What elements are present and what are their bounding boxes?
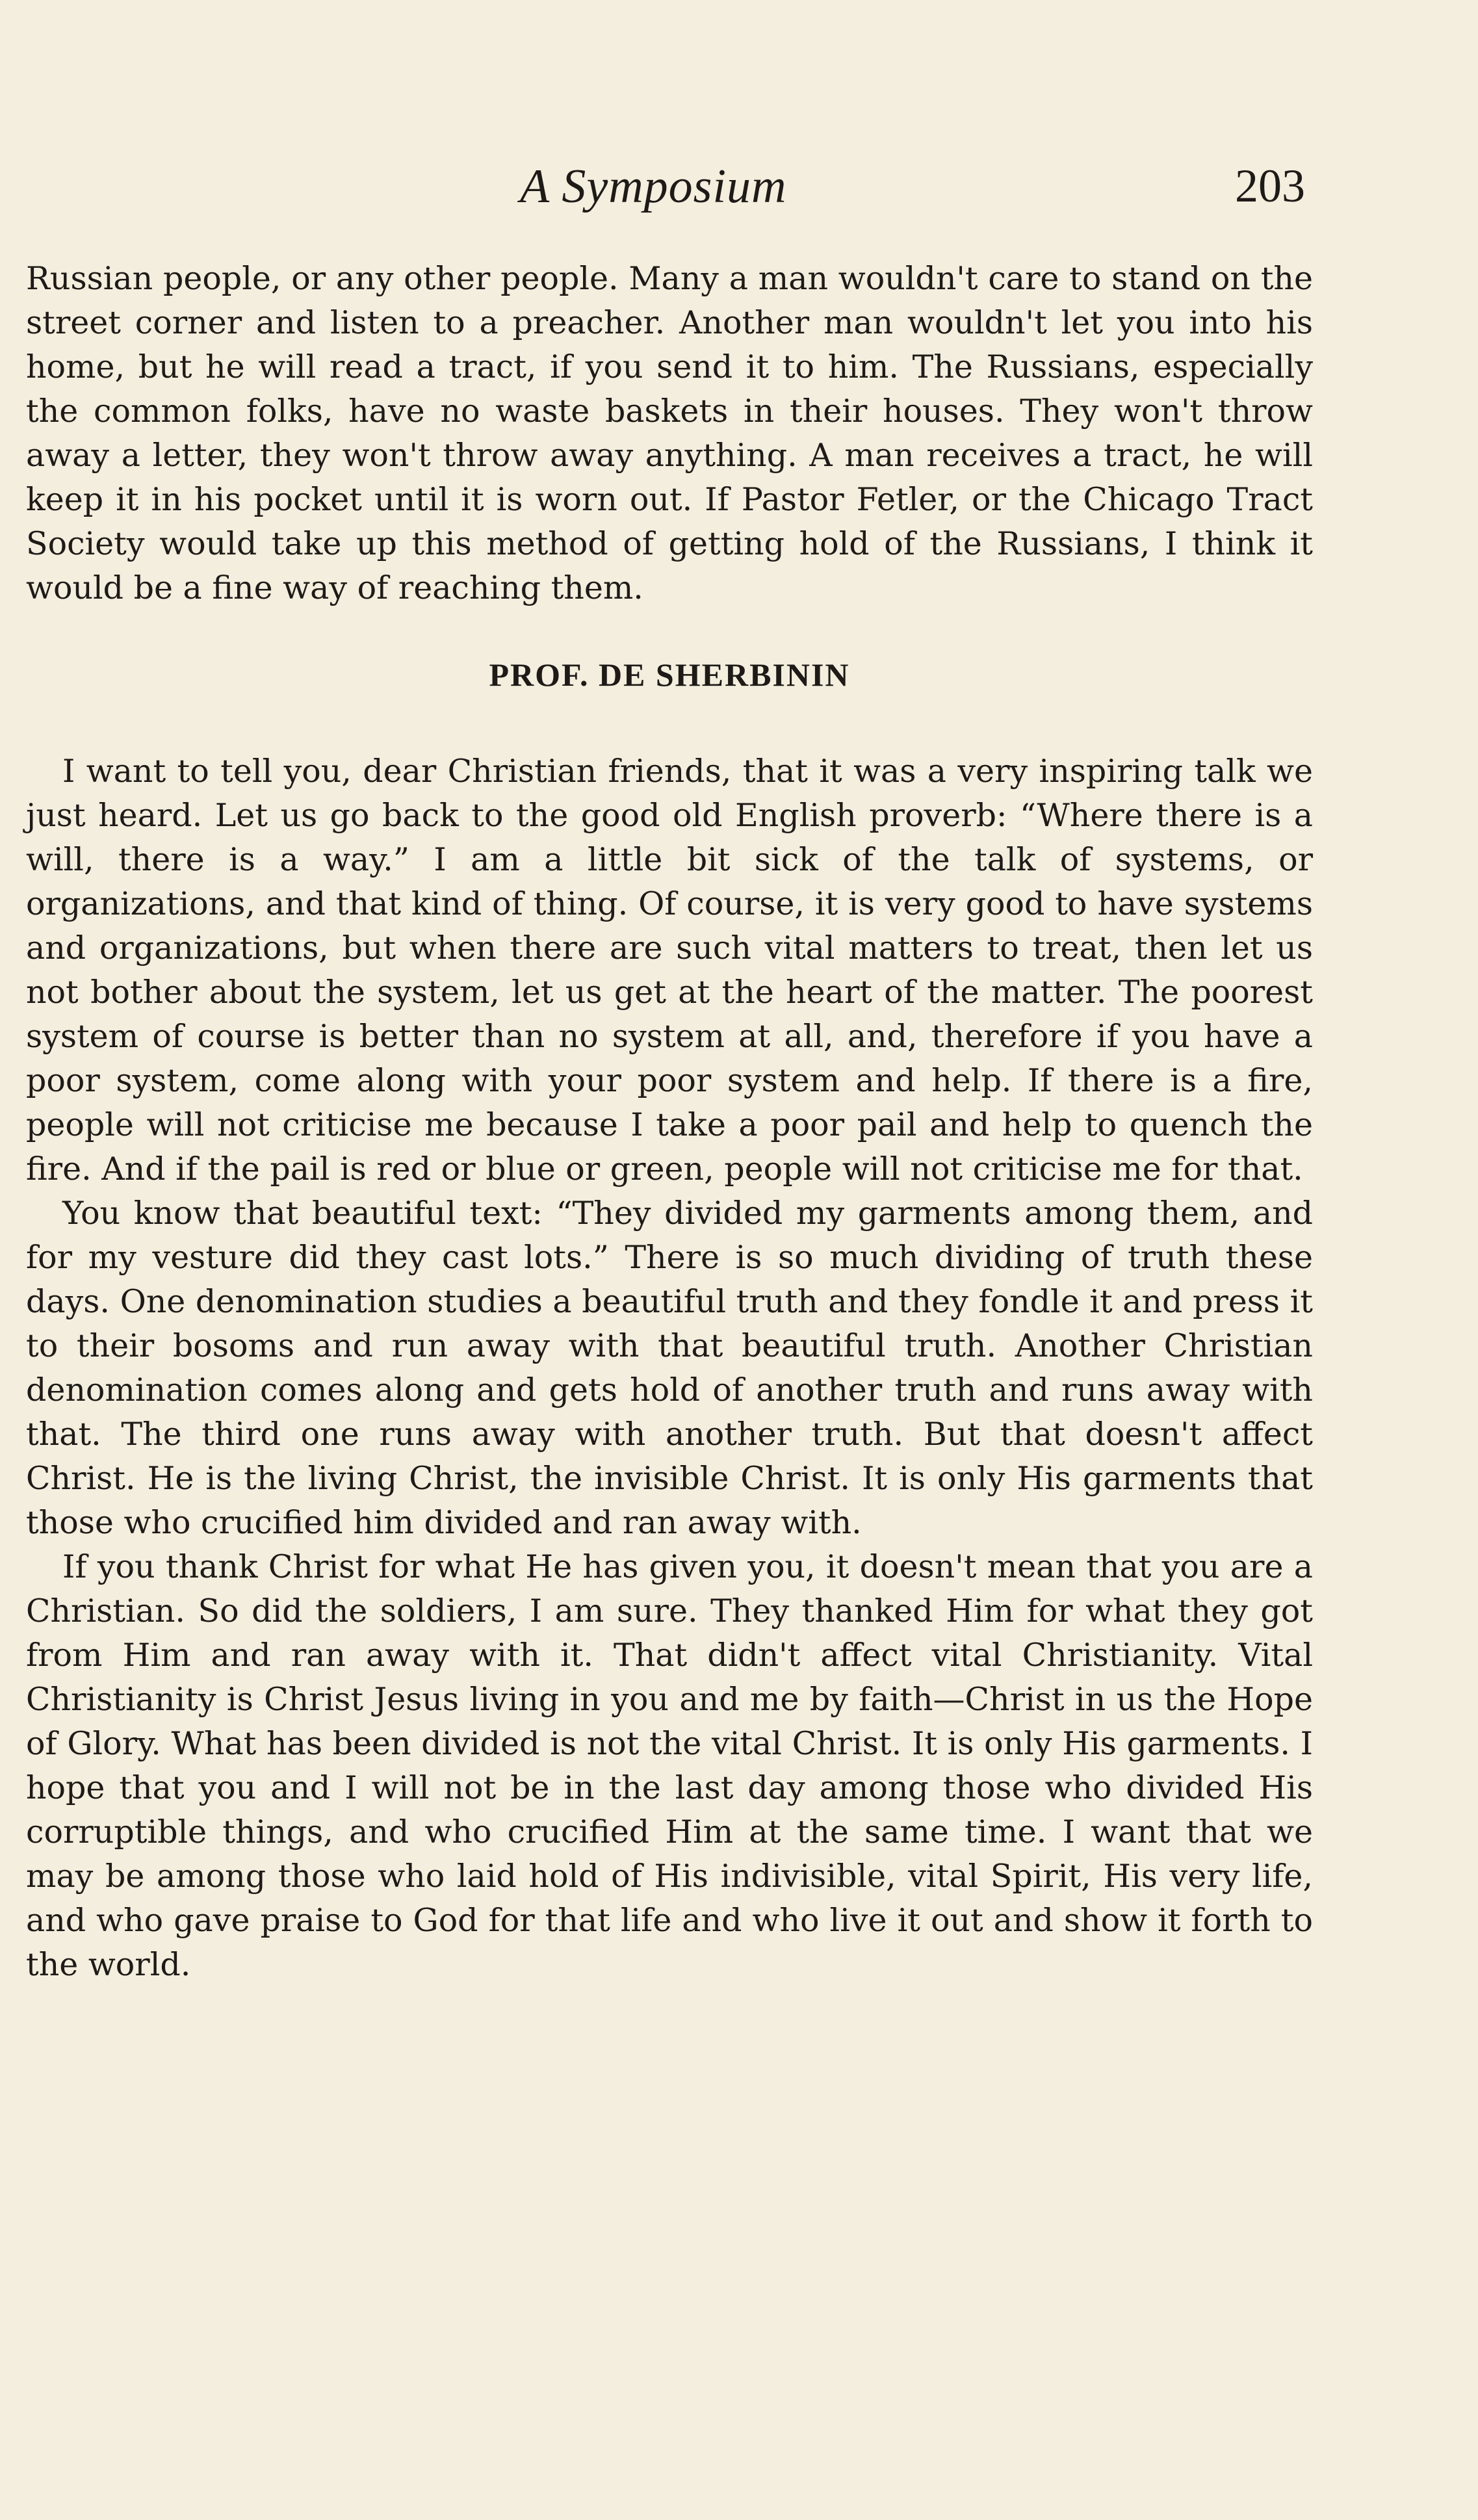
page-number: 203 — [1235, 160, 1305, 212]
section-heading: PROF. DE SHERBININ — [489, 656, 850, 693]
paragraph: You know that beautiful text: “They divided my garments among them, and for my vesture did they cast lots.” There is so much dividing of truth these days. One denomination studies a beautiful truth and they fondle it and press it to their bosoms and run away with that beautiful truth. Another Christian denomination comes along and gets hold of another truth and runs away with that. The third one runs away with another truth. But that doesn't affect Christ. He is the living Christ, the invisible Christ. It is only His garments that those who crucified him divided and ran away with. — [26, 1195, 1313, 1541]
paragraph: I want to tell you, dear Christian friends, that it was a very inspiring talk we just heard. Let us go back to the good old English proverb: “Where there is a will, there is a way.” I am a little bit sick of the talk of systems, or organizations, and that kind of thing. Of course, it is very good to have systems and organizations, but when there are such vital matters to treat, then let us not bother about the system, let us get at the heart of the matter. The poorest system of course is better than no system at all, and, therefore if you have a poor system, come along with your poor system and help. If there is a fire, people will not criticise me because I take a poor pail and help to quench the fire. And if the pail is red or blue or green, people will not criticise me for that. — [26, 753, 1313, 1188]
paragraph: If you thank Christ for what He has given you, it doesn't mean that you are a Christian. So did the soldiers, I am sure. They thanked Him for what they got from Him and ran away with it. That didn't affect vital Christianity. Vital Christianity is Christ Jesus living in you and me by faith—Christ in us the Hope of Glory. What has been divided is not the vital Christ. It is only His garments. I hope that you and I will not be in the last day among those who divided His corruptible things, and who crucified Him at the same time. I want that we may be among those who laid hold of His indivisible, vital Spirit, His very life, and who gave praise to God for that life and who live it out and show it forth to the world. — [26, 1548, 1313, 1983]
paragraph-continuation: Russian people, or any other people. Many a man wouldn't care to stand on the street corner and listen to a preacher. Another man wouldn't let you into his home, but he will read a tract, if you send it to him. The Russians, especially the common folks, have no waste baskets in their houses. They won't throw away a letter, they won't throw away anything. A man receives a tract, he will keep it in his pocket until it is worn out. If Pastor Fetler, or the Chicago Tract Society would take up this method of getting hold of the Russians, I think it would be a fine way of reaching them. — [26, 260, 1313, 606]
running-title: A Symposium — [520, 160, 787, 213]
body-text — [26, 257, 1313, 1987]
running-head — [0, 159, 1478, 218]
